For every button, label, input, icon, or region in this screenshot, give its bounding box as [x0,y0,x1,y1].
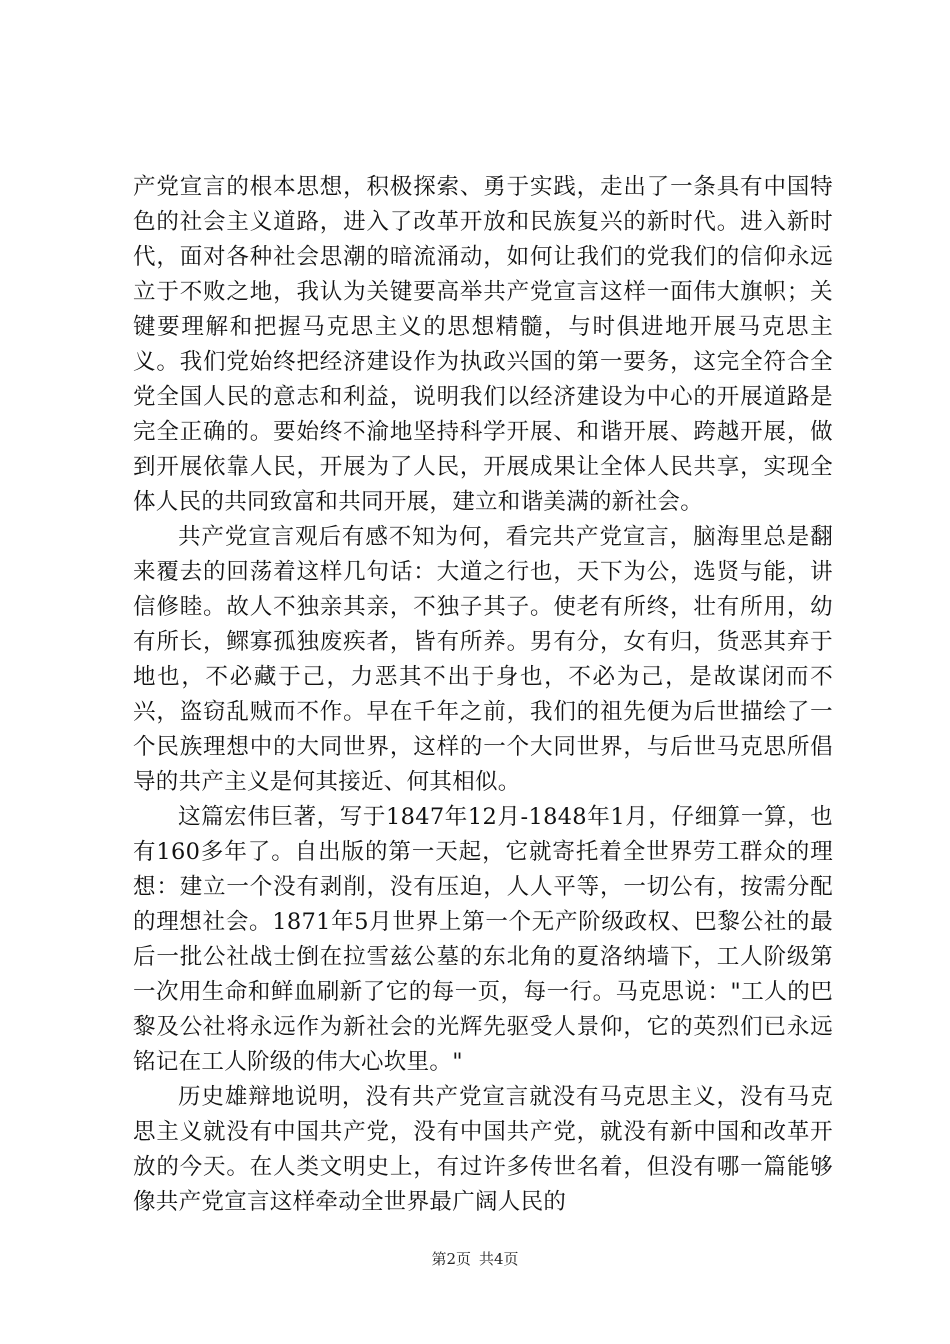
paragraph-2: 共产党宣言观后有感不知为何，看完共产党宣言，脑海里总是翻来覆去的回荡着这样几句话：大道之行也，天下为公，选贤与能，讲信修睦。故人不独亲其亲，不独子其子。使老有所终，壮有所用，幼有所长，鳏寡孤独废疾者，皆有所养。男有分，女有归，货恶其弃于地也，不必藏于己，力恶其不出于身也，不必为己，是故谋闭而不兴，盗窃乱贼而不作。早在千年之前，我们的祖先便为后世描绘了一个民族理想中的大同世界，这样的一个大同世界，与后世马克思所倡导的共产主义是何其接近、何其相似。 [133,524,833,795]
paragraph-3: 这篇宏伟巨著，写于1847年12月-1848年1月，仔细算一算，也有160多年了。自出版的第一天起，它就寄托着全世界劳工群众的理想：建立一个没有剥削，没有压迫，人人平等，一切公有，按需分配的理想社会。1871年5月世界上第一个无产阶级政权、巴黎公社的最后一批公社战士倒在拉雪兹公墓的东北角的夏洛纳墙下，工人阶级第一次用生命和鲜血刷新了它的每一页，每一行。马克思说："工人的巴黎及公社将永远作为新社会的光辉先驱受人景仰，它的英烈们已永远铭记在工人阶级的伟大心坎里。" [133,804,833,1075]
paragraph-4: 历史雄辩地说明，没有共产党宣言就没有马克思主义，没有马克思主义就没有中国共产党，没有中国共产党，就没有新中国和改革开放的今天。在人类文明史上，有过许多传世名着，但没有哪一篇能够像共产党宣言这样牵动全世界最广阔人民的 [133,1084,833,1215]
paragraph-1: 产党宣言的根本思想，积极探索、勇于实践，走出了一条具有中国特色的社会主义道路，进入了改革开放和民族复兴的新时代。进入新时代，面对各种社会思潮的暗流涌动，如何让我们的党我们的信仰永远立于不败之地，我认为关键要高举共产党宣言这样一面伟大旗帜；关键要理解和把握马克思主义的思想精髓，与时俱进地开展马克思主义。我们党始终把经济建设作为执政兴国的第一要务，这完全符合全党全国人民的意志和利益，说明我们以经济建设为中心的开展道路是完全正确的。要始终不渝地坚持科学开展、和谐开展、跨越开展，做到开展依靠人民，开展为了人民，开展成果让全体人民共享，实现全体人民的共同致富和共同开展，建立和谐美满的新社会。 [133,174,833,515]
page-total: 共4页 [479,1250,519,1268]
page-number: 第2页 [431,1250,471,1268]
page-footer [0,1249,950,1269]
document-body [133,170,833,1220]
